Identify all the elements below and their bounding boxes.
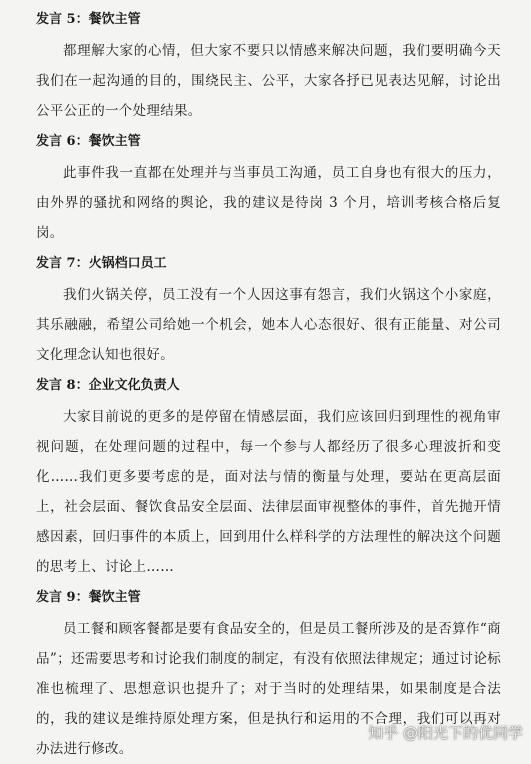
speech-text: 我们火锅关停，员工没有一个人因这事有怨言，我们火锅这个小家庭，其乐融融，希望公司给她一个机会，她本人心态很好、很有正能量、对公司文化理念认知也很好。	[36, 287, 501, 363]
speech-heading: 发言 8：企业文化负责人	[36, 378, 180, 393]
speech-heading: 发言 5：餐饮主管	[36, 12, 141, 27]
speech-section-5	[36, 10, 501, 126]
speech-section-7	[36, 254, 501, 370]
speech-section-8	[36, 376, 501, 582]
speech-text: 大家目前说的更多的是停留在情感层面，我们应该回归到理性的视角审视问题，在处理问题的过程中，每一个参与人都经历了很多心理波折和变化……我们更多要考虑的是，面对法与情的衡量与处理，要站在更高层面上，社会层面、餐饮食品安全层面、法律层面审视整体的事件，首先抛开情感因素，回归事件的本质上，回到用什么样科学的方法理性的解决这个问题的思考上、讨论上……	[36, 409, 501, 575]
speech-heading: 发言 7：火锅档口员工	[36, 256, 167, 271]
speech-text: 都理解大家的心情，但大家不要只以情感来解决问题，我们要明确今天我们在一起沟通的目的，围绕民主、公平，大家各抒已见表达见解，讨论出公平公正的一个处理结果。	[36, 43, 501, 119]
speech-text: 员工餐和顾客餐都是要有食品安全的，但是员工餐所涉及的是否算作“商品”；还需要思考和讨论我们制度的制定，有没有依照法律规定；通过讨论标准也梳理了、思想意识也提升了；对于当时的处理结果，如果制度是合法的，我的建议是维持原处理方案，但是执行和运用的不合理，我们可以再对办法进行修改。	[36, 621, 501, 757]
speech-heading: 发言 9：餐饮主管	[36, 590, 141, 605]
speech-heading: 发言 6：餐饮主管	[36, 134, 141, 149]
speech-section-6	[36, 132, 501, 248]
speech-text: 此事件我一直都在处理并与当事员工沟通，员工自身也有很大的压力，由外界的骚扰和网络的舆论，我的建议是待岗 3 个月，培训考核合格后复岗。	[36, 165, 501, 241]
watermark: 知乎 @阳光下的优同学	[368, 724, 523, 742]
